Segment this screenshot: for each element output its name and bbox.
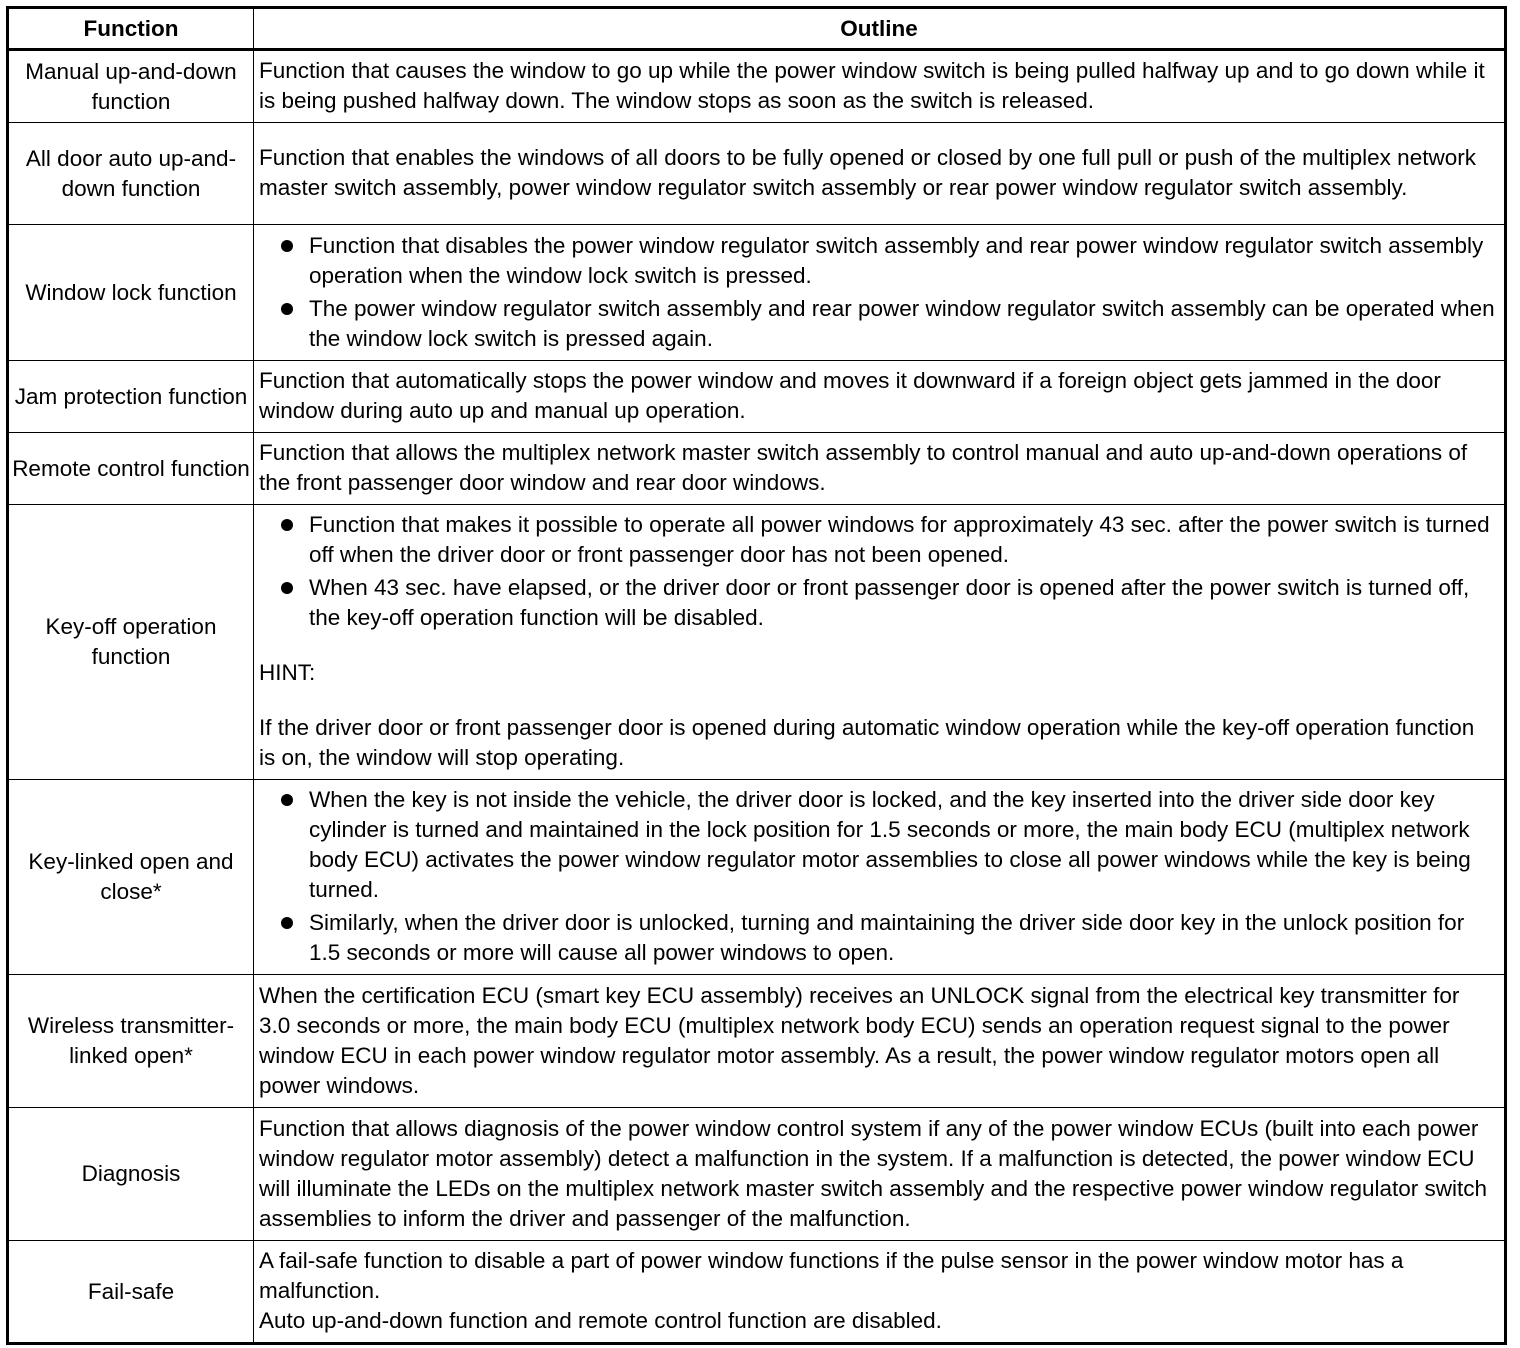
bullet-item [259, 785, 1496, 905]
bullet-item [259, 573, 1496, 633]
bullet-icon [281, 794, 293, 806]
function-cell: All door auto up-and-down function [8, 123, 254, 225]
table-row [8, 975, 1506, 1108]
header-function: Function [8, 8, 254, 50]
bullet-item [259, 231, 1496, 291]
outline-cell [254, 505, 1506, 780]
hint-text: If the driver door or front passenger door is opened during automatic window operation while the key-off operation function is on, the window will stop operating. [259, 715, 1475, 770]
bullet-icon [281, 917, 293, 929]
function-cell: Manual up-and-down function [8, 50, 254, 123]
outline-cell [254, 780, 1506, 975]
hint-label: HINT: [259, 660, 316, 685]
outline-cell: Function that automatically stops the power window and moves it downward if a foreign object gets jammed in the door window during auto up and manual up operation. [254, 361, 1506, 433]
function-cell: Wireless transmitter-linked open* [8, 975, 254, 1108]
bullet-text: When 43 sec. have elapsed, or the driver door or front passenger door is opened after the power switch is turned off, the key-off operation function will be disabled. [309, 575, 1470, 630]
outline-cell [254, 225, 1506, 361]
table-row [8, 433, 1506, 505]
function-cell: Remote control function [8, 433, 254, 505]
table-row [8, 123, 1506, 225]
table-row [8, 1108, 1506, 1241]
table-row [8, 50, 1506, 123]
bullet-item [259, 510, 1496, 570]
bullet-icon [281, 519, 293, 531]
bullet-icon [281, 240, 293, 252]
table-row [8, 225, 1506, 361]
table-row [8, 361, 1506, 433]
bullet-icon [281, 303, 293, 315]
bullet-text: Function that disables the power window regulator switch assembly and rear power window regulator switch assembly operation when the window lock switch is pressed. [309, 232, 1484, 288]
bullet-list [259, 231, 1496, 354]
bullet-list [259, 785, 1496, 968]
outline-text: Auto up-and-down function and remote control function are disabled. [259, 1308, 942, 1333]
outline-cell: When the certification ECU (smart key ECU assembly) receives an UNLOCK signal from the electrical key transmitter for 3.0 seconds or more, the main body ECU (multiplex network body ECU) sends an operation request signal to the power window ECU in each power window regulator motor assembly. As a result, the power window regulator motors open all power windows. [254, 975, 1506, 1108]
outline-text: A fail-safe function to disable a part of power window functions if the pulse sensor in the power window motor has a malfunction. [259, 1248, 1404, 1303]
table-row [8, 505, 1506, 780]
header-outline: Outline [254, 8, 1506, 50]
outline-cell: Function that enables the windows of all doors to be fully opened or closed by one full pull or push of the multiplex network master switch assembly, power window regulator switch assembly or rear power window regulator switch assembly. [254, 123, 1506, 225]
function-cell: Key-linked open and close* [8, 780, 254, 975]
bullet-text: Similarly, when the driver door is unlocked, turning and maintaining the driver side door key in the unlock position for 1.5 seconds or more will cause all power windows to open. [309, 910, 1465, 965]
bullet-text: Function that makes it possible to operate all power windows for approximately 43 sec. after the power switch is turned off when the driver door or front passenger door has not been opened. [309, 512, 1490, 567]
function-cell: Key-off operation function [8, 505, 254, 780]
bullet-text: The power window regulator switch assembly and rear power window regulator switch assembly can be operated when the window lock switch is pressed again. [309, 295, 1495, 351]
bullet-text: When the key is not inside the vehicle, the driver door is locked, and the key inserted into the driver side door key cylinder is turned and maintained in the lock position for 1.5 seconds or more, the main body ECU (multiplex network body ECU) activates the power window regulator motor assemblies to close all power windows while the key is being turned. [309, 787, 1471, 902]
bullet-item [259, 908, 1496, 968]
table-row [8, 780, 1506, 975]
function-cell: Window lock function [8, 225, 254, 361]
bullet-icon [281, 582, 293, 594]
function-cell: Fail-safe [8, 1241, 254, 1344]
header-row [8, 8, 1506, 50]
outline-cell: Function that allows the multiplex network master switch assembly to control manual and auto up-and-down operations of the front passenger door window and rear door windows. [254, 433, 1506, 505]
function-outline-table [6, 6, 1507, 1345]
bullet-list [259, 510, 1496, 633]
bullet-item [259, 294, 1496, 354]
function-cell: Jam protection function [8, 361, 254, 433]
table-row [8, 1241, 1506, 1344]
outline-cell: Function that allows diagnosis of the power window control system if any of the power window ECUs (built into each power window regulator motor assembly) detect a malfunction in the system. If a malfunction is detected, the power window ECU will illuminate the LEDs on the multiplex network master switch assembly and the respective power window regulator switch assemblies to inform the driver and passenger of the malfunction. [254, 1108, 1506, 1241]
function-cell: Diagnosis [8, 1108, 254, 1241]
outline-cell: Function that causes the window to go up while the power window switch is being pulled halfway up and to go down while it is being pushed halfway down. The window stops as soon as the switch is released. [254, 50, 1506, 123]
outline-cell [254, 1241, 1506, 1344]
